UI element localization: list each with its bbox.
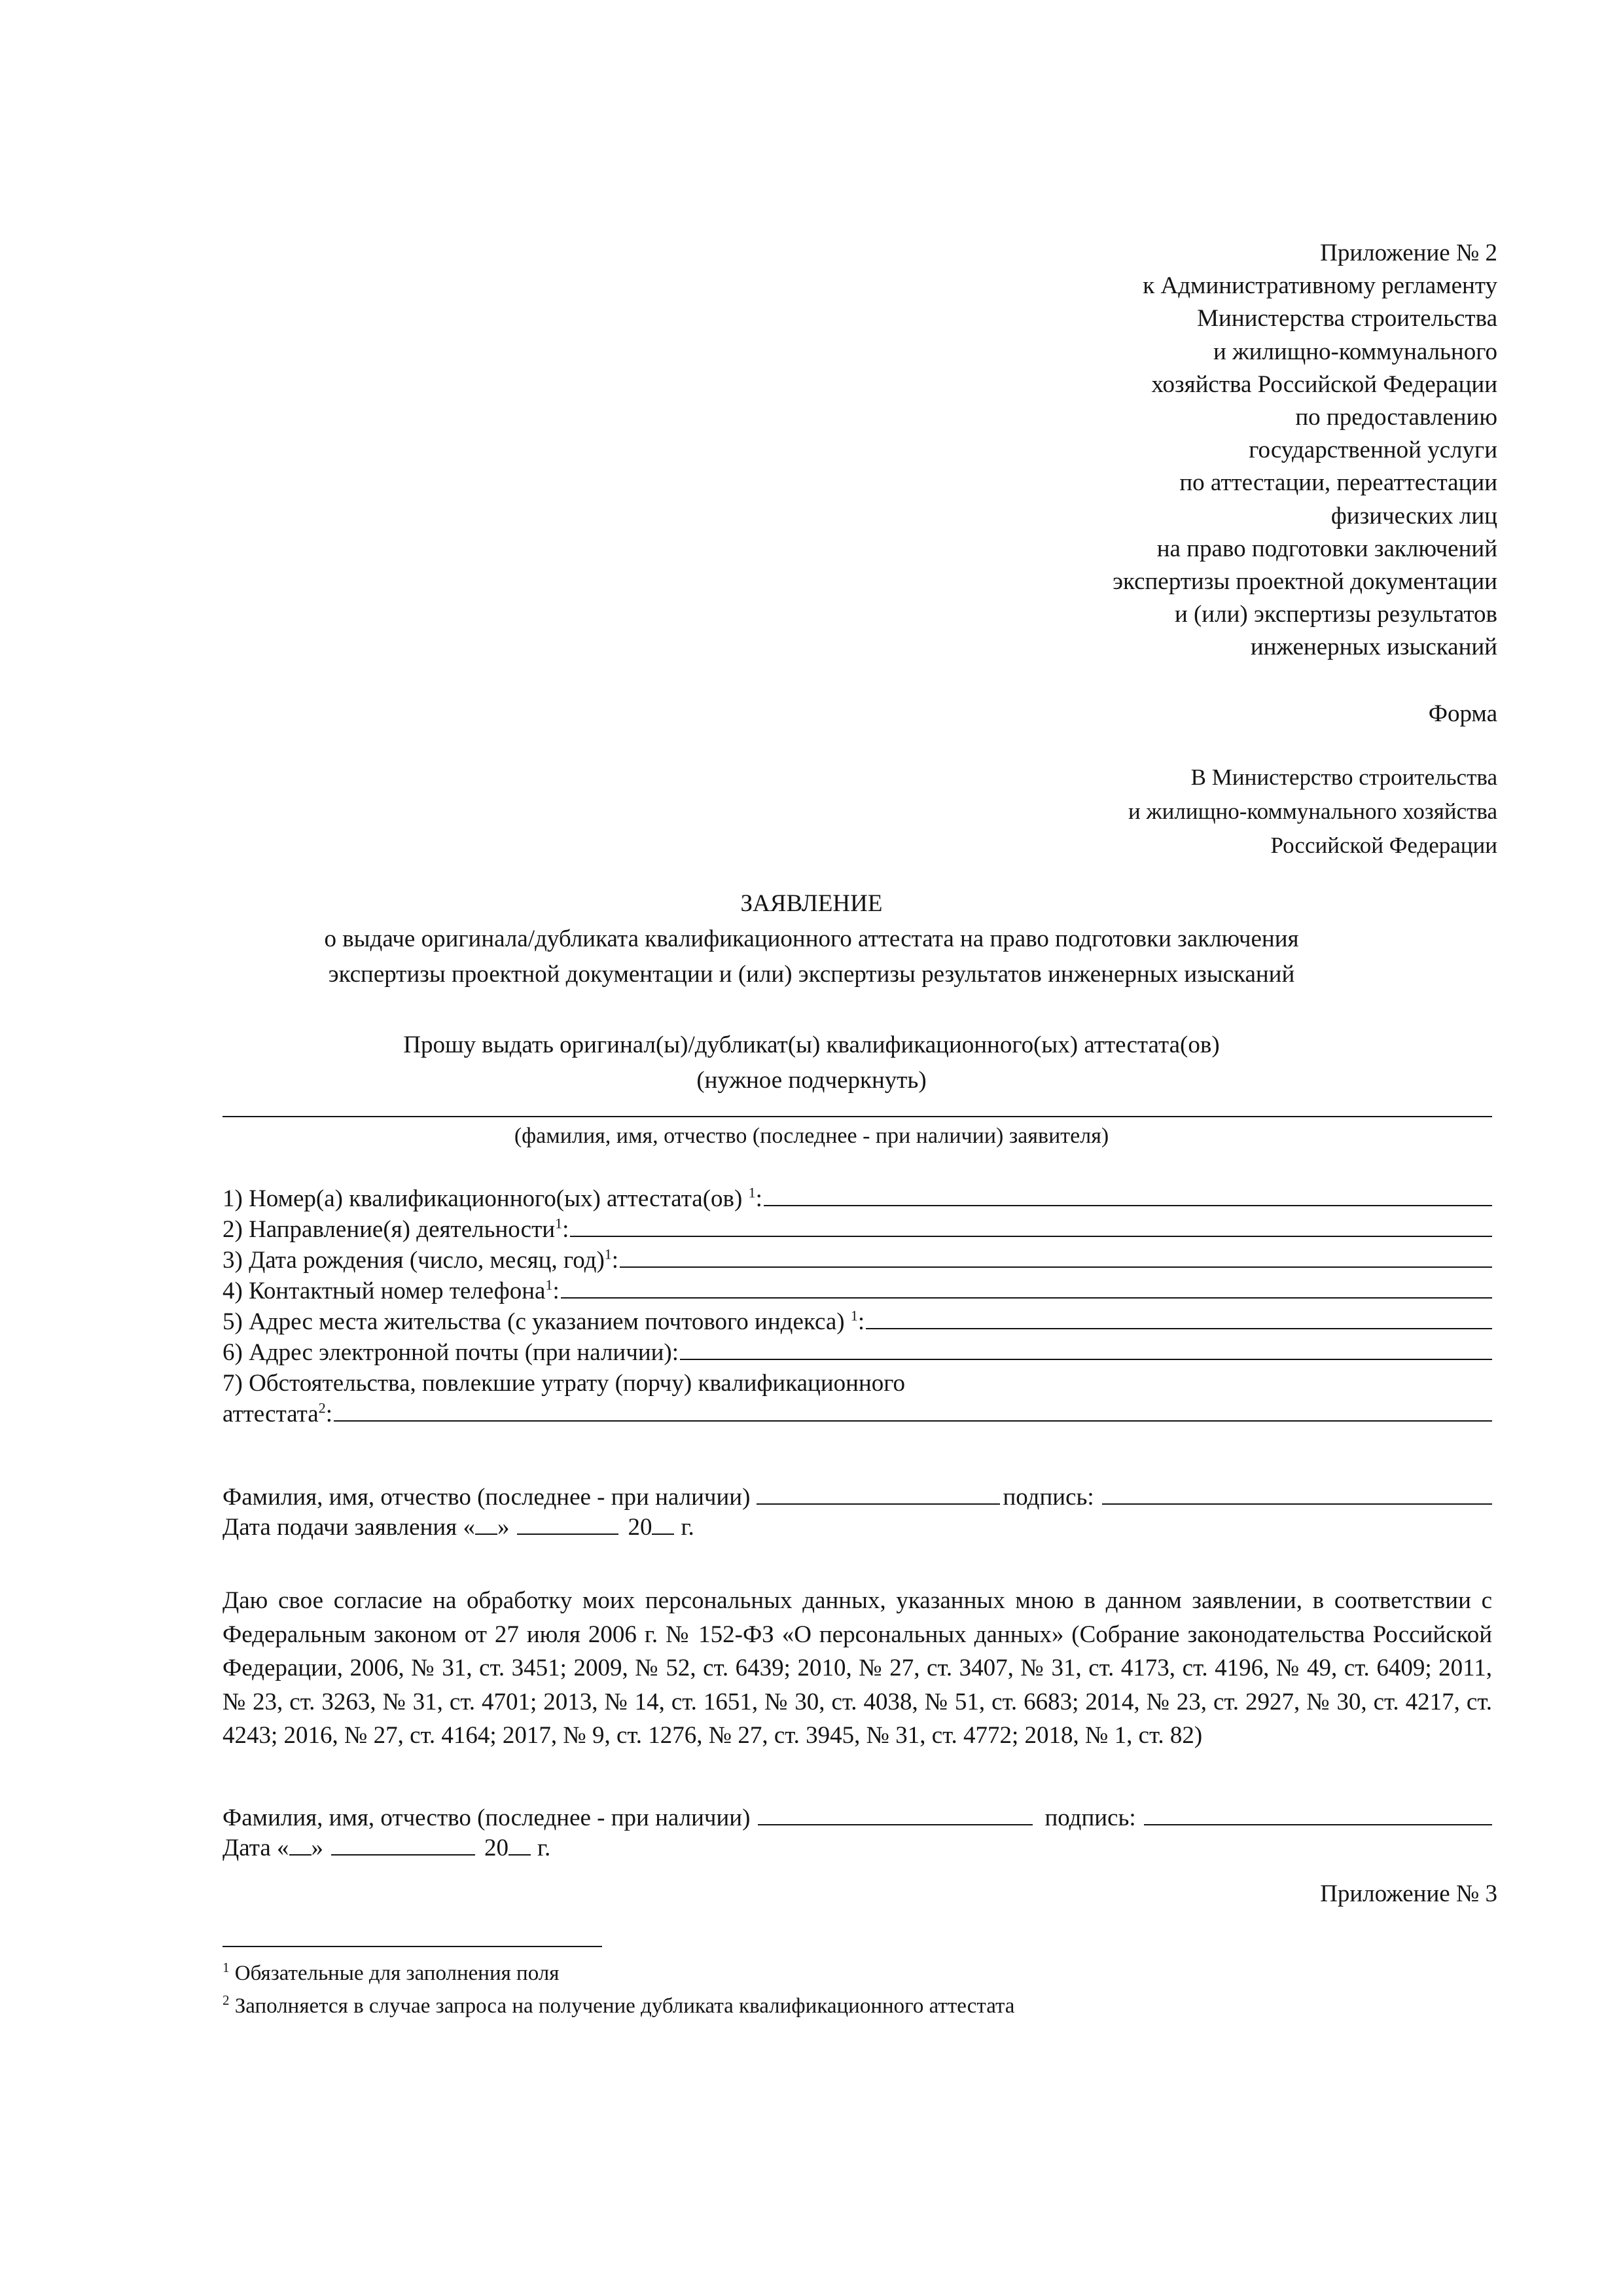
date-quote: »: [311, 1835, 323, 1861]
date-quote: »: [497, 1514, 510, 1541]
field-certificate-number: [223, 1183, 1492, 1214]
field-colon: :: [552, 1278, 560, 1304]
fio-input[interactable]: [758, 1804, 1033, 1825]
field-label: 5) Адрес места жительства (с указанием почтового индекса): [223, 1308, 845, 1335]
field-circumstances-cont: [223, 1399, 1492, 1429]
birth-date-input[interactable]: [620, 1247, 1492, 1268]
annex-3-label: Приложение № 3: [1320, 1880, 1497, 1907]
annex-line: по аттестации, переаттестации: [1179, 469, 1497, 497]
phone-input[interactable]: [561, 1278, 1492, 1299]
annex-line: физических лиц: [1330, 502, 1497, 529]
field-birth-date: [223, 1245, 1492, 1276]
footnote-marker: 2: [318, 1399, 326, 1416]
signature-label: подпись:: [1044, 1804, 1136, 1831]
signature-input[interactable]: [1102, 1484, 1492, 1505]
signature-block-1: [223, 1482, 1492, 1543]
field-circumstances: [223, 1368, 1492, 1399]
date-label: Дата подачи заявления «: [223, 1514, 475, 1541]
footnote-marker: 1: [850, 1307, 858, 1324]
subtitle-line: экспертизы проектной документации и (или) экспертизы результатов инженерных изысканий: [328, 961, 1295, 988]
signature-block-2: [223, 1803, 1492, 1863]
annex-line: по предоставлению: [1295, 404, 1497, 431]
field-colon: :: [611, 1247, 619, 1274]
annex-line: хозяйства Российской Федерации: [1151, 370, 1497, 398]
addressee-line: и жилищно-коммунального хозяйства: [1128, 798, 1497, 824]
applicant-name-caption: (фамилия, имя, отчество (последнее - при наличии) заявителя): [514, 1124, 1109, 1148]
field-phone: [223, 1276, 1492, 1306]
footnote-number: 1: [223, 1960, 230, 1975]
annex-line: экспертизы проектной документации: [1113, 568, 1497, 596]
subtitle-line: о выдаче оригинала/дубликата квалификационного аттестата на право подготовки заключения: [324, 925, 1299, 952]
email-input[interactable]: [680, 1339, 1492, 1360]
footnote-divider: [223, 1946, 602, 1947]
field-colon: :: [562, 1216, 569, 1243]
field-label: 7) Обстоятельства, повлекшие утрату (порчу) квалификационного: [223, 1370, 906, 1397]
footnote-number: 2: [223, 1992, 230, 2008]
footnote-1: [223, 1957, 1014, 1990]
footnote-marker: 1: [555, 1215, 563, 1232]
field-label: 6) Адрес электронной почты (при наличии):: [223, 1339, 679, 1366]
year-suffix: г.: [681, 1514, 694, 1541]
annex-line: и (или) экспертизы результатов: [1174, 601, 1497, 628]
form-label: Форма: [1428, 700, 1497, 727]
addressee-block: [1128, 761, 1497, 863]
document-title: ЗАЯВЛЕНИЕ: [740, 890, 883, 917]
address-input[interactable]: [866, 1308, 1492, 1329]
year-input[interactable]: [508, 1835, 531, 1856]
field-activity-direction: [223, 1214, 1492, 1245]
field-address: [223, 1306, 1492, 1337]
annex-line: Приложение № 2: [1320, 240, 1497, 266]
field-colon: :: [325, 1401, 332, 1427]
field-colon: :: [857, 1308, 865, 1335]
footnote-marker: 1: [604, 1246, 612, 1263]
fio-label: Фамилия, имя, отчество (последнее - при наличии): [223, 1484, 751, 1511]
day-input[interactable]: [475, 1514, 497, 1535]
addressee-line: Российской Федерации: [1270, 833, 1497, 858]
field-label: 1) Номер(а) квалификационного(ых) аттестата(ов): [223, 1185, 743, 1212]
date-label: Дата «: [223, 1835, 289, 1861]
footnote-text: Обязательные для заполнения поля: [234, 1962, 560, 1985]
annex-line: и жилищно-коммунального: [1213, 338, 1497, 365]
footnote-text: Заполняется в случае запроса на получение дубликата квалификационного аттестата: [234, 1994, 1015, 2018]
signature-input[interactable]: [1144, 1804, 1492, 1825]
annex-line: инженерных изысканий: [1250, 634, 1497, 661]
fio-label: Фамилия, имя, отчество (последнее - при наличии): [223, 1804, 751, 1831]
applicant-name-line[interactable]: [223, 1116, 1492, 1117]
year-input[interactable]: [652, 1514, 674, 1535]
footnotes: [223, 1957, 1014, 2022]
day-input[interactable]: [289, 1835, 312, 1856]
footnote-2: [223, 1990, 1014, 2022]
signature-label: подпись:: [1003, 1484, 1094, 1511]
certificate-number-input[interactable]: [764, 1185, 1492, 1206]
document-subtitle: [0, 922, 1623, 992]
annex-line: к Административному регламенту: [1143, 272, 1497, 300]
fio-input[interactable]: [757, 1484, 1000, 1505]
year-suffix: г.: [537, 1835, 551, 1861]
month-input[interactable]: [517, 1514, 618, 1535]
application-fields: [223, 1183, 1492, 1429]
footnote-marker: 1: [748, 1184, 756, 1201]
footnote-marker: 1: [545, 1276, 553, 1293]
activity-direction-input[interactable]: [570, 1216, 1492, 1237]
field-label: 4) Контактный номер телефона: [223, 1278, 546, 1304]
annex-line: на право подготовки заключений: [1156, 535, 1497, 562]
request-text: [0, 1028, 1623, 1098]
field-label: 2) Направление(я) деятельности: [223, 1216, 556, 1243]
field-label: 3) Дата рождения (число, месяц, год): [223, 1247, 605, 1274]
circumstances-input[interactable]: [334, 1401, 1492, 1422]
request-line: Прошу выдать оригинал(ы)/дубликат(ы) квалификационного(ых) аттестата(ов): [403, 1031, 1220, 1058]
consent-text: Даю свое согласие на обработку моих персональных данных, указанных мною в данном заявлении, в соответствии с Федеральным законом от 27 июля 2006 г. № 152-ФЗ «О персональных данных» (Собрание законодательства Российской Федерации, 2006, № 31, ст. 3451; 2009, № 52, ст. 6439; 2010, № 27, ст. 3407, № 31, ст. 4173, ст. 4196, № 49, ст. 6409; 2011, № 23, ст. 3263, № 31, ст. 4701; 2013, № 14, ст. 1651, № 30, ст. 4038, № 51, ст. 6683; 2014, № 23, ст. 2927, № 30, ст. 4217, ст. 4243; 2016, № 27, ст. 4164; 2017, № 9, ст. 1276, № 27, ст. 3945, № 31, ст. 4772; 2018, № 1, ст. 82): [223, 1587, 1492, 1749]
year-prefix: 20: [628, 1514, 652, 1541]
annex-line: государственной услуги: [1249, 437, 1497, 464]
field-colon: :: [755, 1185, 762, 1212]
annex-header: [1113, 237, 1497, 664]
request-note: (нужное подчеркнуть): [696, 1067, 927, 1094]
month-input[interactable]: [331, 1835, 475, 1856]
year-prefix: 20: [484, 1835, 508, 1861]
field-label: аттестата: [223, 1401, 319, 1427]
field-email: [223, 1337, 1492, 1368]
addressee-line: В Министерство строительства: [1190, 764, 1497, 790]
annex-line: Министерства строительства: [1197, 305, 1497, 332]
